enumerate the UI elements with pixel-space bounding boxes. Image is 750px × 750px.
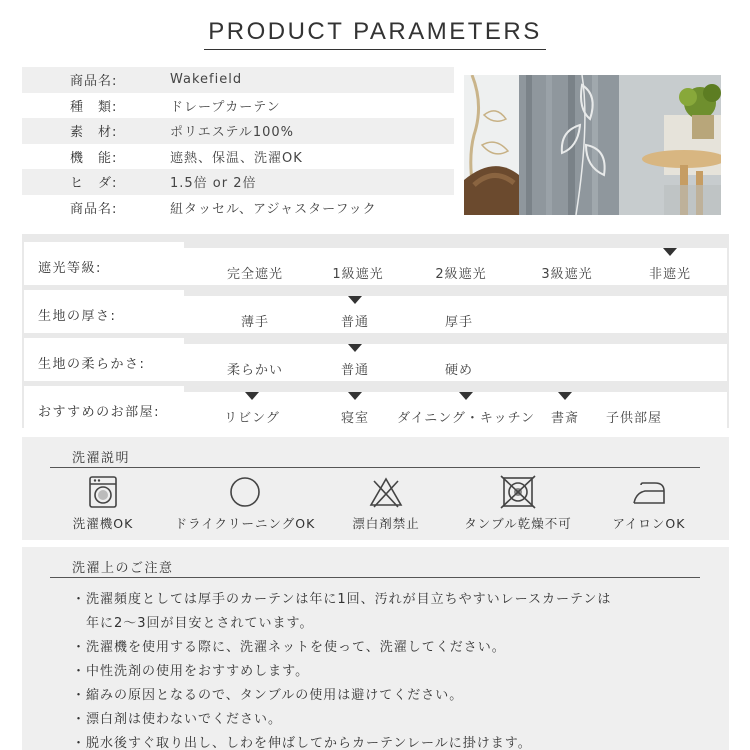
grade-row-shading [24, 242, 727, 285]
grade-row-softness [24, 338, 727, 381]
spec-value: ポリエステル100% [170, 125, 294, 141]
grade-row-thickness [24, 290, 727, 333]
no-tumble-dry-icon [500, 475, 536, 509]
spec-row [22, 195, 454, 221]
note-line: ・洗濯機を使用する際に、洗濯ネットを使って、洗濯してください。 [72, 640, 506, 655]
grade-bar [184, 290, 727, 296]
selected-marker-icon [348, 296, 362, 304]
washing-label: 洗濯機OK [72, 516, 134, 531]
spec-row [22, 93, 454, 119]
spec-row [22, 169, 454, 195]
washing-notes-section [22, 547, 729, 750]
selected-marker-icon [459, 392, 473, 400]
washing-label: アイロンOK [612, 516, 686, 531]
grade-label: 遮光等級: [38, 261, 102, 276]
grade-option: 非遮光 [648, 267, 692, 282]
spec-value: 紐タッセル、アジャスターフック [170, 201, 377, 217]
spec-row [22, 118, 454, 144]
grade-row-room [24, 386, 727, 429]
note-line: ・洗濯頻度としては厚手のカーテンは年に1回、汚れが目立ちやすいレースカーテンは [72, 592, 612, 607]
spec-row [22, 144, 454, 170]
note-line: ・中性洗剤の使用をおすすめします。 [72, 664, 310, 679]
grade-option: 子供部屋 [605, 411, 663, 426]
grade-option: リビング [224, 411, 280, 426]
grade-option: 2級遮光 [435, 267, 487, 282]
selected-marker-icon [348, 392, 362, 400]
spec-table [22, 67, 454, 220]
dry-clean-icon [227, 475, 263, 509]
product-photo [464, 75, 721, 215]
spec-key: 機 能: [70, 150, 118, 166]
spec-row [22, 67, 454, 93]
selected-marker-icon [245, 392, 259, 400]
spec-value: 1.5倍 or 2倍 [170, 176, 257, 192]
spec-key: ヒ ダ: [70, 176, 118, 192]
grade-option: ダイニング・キッチン [396, 411, 536, 426]
note-line: ・脱水後すぐ取り出し、しわを伸ばしてからカーテンレールに掛けます。 [72, 736, 532, 750]
grade-option: 薄手 [240, 315, 270, 330]
divider [50, 577, 700, 578]
grade-option: 書斎 [550, 411, 580, 426]
page-title-wrap [0, 18, 750, 50]
washing-label: タンブル乾燥不可 [464, 516, 572, 531]
grade-option: 普通 [340, 363, 370, 378]
grade-option: 完全遮光 [226, 267, 284, 282]
selected-marker-icon [558, 392, 572, 400]
spec-key: 素 材: [70, 125, 118, 141]
washing-label: ドライクリーニングOK [174, 516, 316, 531]
spec-value: ドレープカーテン [170, 99, 281, 115]
grade-label: おすすめのお部屋: [38, 405, 161, 420]
spec-value: Wakefield [170, 72, 243, 88]
spec-value: 遮熱、保温、洗濯OK [170, 150, 303, 166]
washing-label: 漂白剤禁止 [352, 516, 420, 531]
grade-option: 3級遮光 [541, 267, 593, 282]
grade-label: 生地の厚さ: [38, 309, 117, 324]
washing-title: 洗濯説明 [72, 451, 131, 466]
iron-icon [631, 475, 667, 509]
no-bleach-icon [368, 475, 404, 509]
selected-marker-icon [348, 344, 362, 352]
grade-option: 硬め [444, 363, 474, 378]
note-line: ・漂白剤は使わないでください。 [72, 712, 283, 727]
grade-option: 普通 [340, 315, 370, 330]
grade-bar [184, 242, 727, 248]
divider [50, 467, 700, 468]
grade-label: 生地の柔らかさ: [38, 357, 146, 372]
grade-option: 1級遮光 [332, 267, 384, 282]
grade-option: 柔らかい [226, 363, 284, 378]
washing-machine-icon [85, 475, 121, 509]
washing-section [22, 437, 729, 540]
spec-key: 商品名: [70, 201, 118, 217]
page-title: PRODUCT PARAMETERS [204, 18, 545, 50]
spec-key: 商品名: [70, 74, 118, 90]
note-line: 年に2～3回が目安とされています。 [72, 616, 314, 631]
grade-bar [184, 338, 727, 344]
grade-table [22, 234, 729, 428]
grade-option: 厚手 [444, 315, 474, 330]
note-line: ・縮みの原因となるので、タンブルの使用は避けてください。 [72, 688, 464, 703]
spec-key: 種 類: [70, 99, 118, 115]
selected-marker-icon [663, 248, 677, 256]
grade-bar [184, 386, 727, 392]
notes-title: 洗濯上のご注意 [72, 561, 174, 576]
grade-option: 寝室 [340, 411, 370, 426]
